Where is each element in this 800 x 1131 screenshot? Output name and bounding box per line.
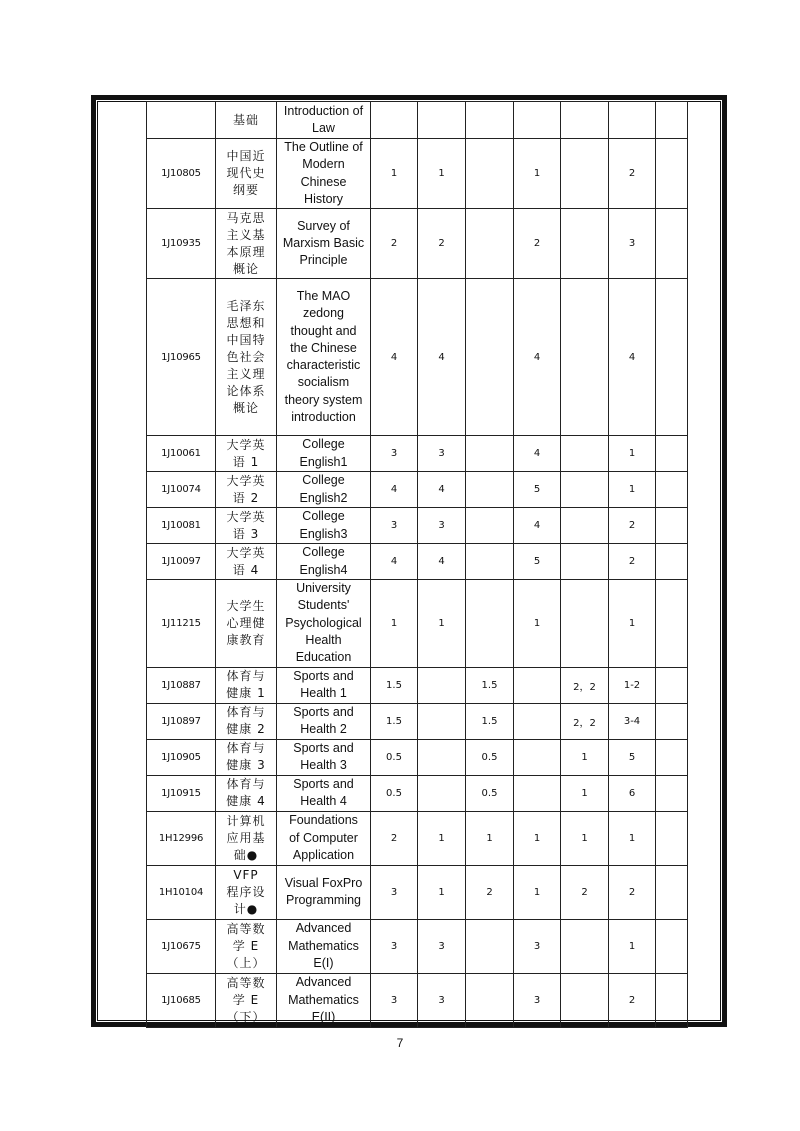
- hours-col-2-cell: 2: [418, 209, 466, 279]
- notes-cell: [656, 279, 688, 436]
- course-code-cell: 1J10061: [147, 436, 216, 472]
- table-row: [147, 544, 688, 580]
- semester-cell: 1: [609, 811, 656, 865]
- course-name-zh-cell: [216, 508, 277, 544]
- course-name-zh-text: 计算机应用基础●: [226, 813, 266, 862]
- notes-cell: [656, 580, 688, 667]
- course-name-en-cell: [277, 775, 371, 811]
- course-name-en-cell: [277, 436, 371, 472]
- course-name-en-text: Survey of Marxism Basic Principle: [282, 218, 365, 268]
- hours-col-2-cell: 1: [418, 580, 466, 667]
- course-name-en-text: Foundations of Computer Application: [289, 813, 358, 862]
- semester-cell: 2: [609, 973, 656, 1027]
- course-name-en-cell: [277, 279, 371, 436]
- hours-col-3-cell: 0.5: [466, 775, 514, 811]
- hours-col-3-cell: [466, 279, 514, 436]
- course-name-en-cell: [277, 865, 371, 919]
- course-name-zh-text: 体育与健康 4: [226, 777, 266, 809]
- hours-col-3-cell: [466, 973, 514, 1027]
- credits-cell: 3: [371, 973, 418, 1027]
- hours-col-2-cell: 4: [418, 472, 466, 508]
- hours-col-3-cell: 1.5: [466, 667, 514, 703]
- course-name-zh-cell: [216, 139, 277, 209]
- course-name-en-text: Advanced Mathematics E(I): [288, 921, 359, 970]
- course-code-cell: 1J10887: [147, 667, 216, 703]
- table-row: [147, 102, 688, 139]
- course-name-en-cell: [277, 973, 371, 1027]
- hours-col-3-cell: [466, 919, 514, 973]
- course-code-cell: [147, 102, 216, 139]
- course-name-en-cell: [277, 508, 371, 544]
- hours-col-5-cell: [561, 919, 609, 973]
- hours-col-2-cell: [418, 739, 466, 775]
- hours-col-2-cell: 3: [418, 508, 466, 544]
- notes-cell: [656, 775, 688, 811]
- hours-col-2-cell: 4: [418, 544, 466, 580]
- credits-cell: 2: [371, 811, 418, 865]
- course-code-cell: 1J10074: [147, 472, 216, 508]
- course-name-en-cell: [277, 811, 371, 865]
- course-name-en-text: Sports and Health 1: [293, 668, 354, 701]
- course-code-cell: 1J10081: [147, 508, 216, 544]
- course-code-cell: 1J10805: [147, 139, 216, 209]
- notes-cell: [656, 472, 688, 508]
- hours-col-2-cell: 1: [418, 811, 466, 865]
- course-name-zh-cell: [216, 811, 277, 865]
- course-name-zh-text: 体育与健康 1: [226, 669, 266, 701]
- course-name-zh-cell: [216, 775, 277, 811]
- hours-col-3-cell: [466, 436, 514, 472]
- table-row: [147, 919, 688, 973]
- course-name-zh-cell: [216, 279, 277, 436]
- semester-cell: 2: [609, 139, 656, 209]
- semester-cell: 1: [609, 472, 656, 508]
- table-row: [147, 667, 688, 703]
- course-name-en-text: Advanced Mathematics E(II): [288, 975, 359, 1024]
- course-name-zh-cell: [216, 667, 277, 703]
- course-name-zh-cell: [216, 580, 277, 667]
- hours-col-5-cell: [561, 544, 609, 580]
- course-code-cell: 1H10104: [147, 865, 216, 919]
- hours-col-4-cell: [514, 667, 561, 703]
- course-name-zh-text: 大学英语 3: [226, 509, 266, 541]
- course-name-zh-text: 大学英语 2: [226, 473, 266, 505]
- course-name-en-cell: [277, 209, 371, 279]
- hours-col-2-cell: 3: [418, 973, 466, 1027]
- notes-cell: [656, 508, 688, 544]
- hours-col-5-cell: 1: [561, 811, 609, 865]
- notes-cell: [656, 973, 688, 1027]
- table-row: [147, 279, 688, 436]
- notes-cell: [656, 102, 688, 139]
- hours-col-2-cell: 1: [418, 139, 466, 209]
- table-row: [147, 508, 688, 544]
- hours-col-4-cell: 2: [514, 209, 561, 279]
- hours-col-5-cell: [561, 209, 609, 279]
- hours-col-2-cell: 3: [418, 919, 466, 973]
- notes-cell: [656, 811, 688, 865]
- hours-col-5-cell: [561, 102, 609, 139]
- course-name-zh-text: 马克思主义基本原理概论: [226, 210, 266, 276]
- table-row: [147, 865, 688, 919]
- notes-cell: [656, 739, 688, 775]
- hours-col-2-cell: 1: [418, 865, 466, 919]
- credits-cell: 3: [371, 436, 418, 472]
- hours-col-2-cell: 3: [418, 436, 466, 472]
- course-code-cell: 1J10915: [147, 775, 216, 811]
- notes-cell: [656, 667, 688, 703]
- course-code-cell: 1J10935: [147, 209, 216, 279]
- course-name-en-cell: [277, 580, 371, 667]
- semester-cell: 1: [609, 580, 656, 667]
- hours-col-4-cell: [514, 739, 561, 775]
- credits-cell: 1: [371, 580, 418, 667]
- semester-cell: [609, 102, 656, 139]
- semester-cell: 1-2: [609, 667, 656, 703]
- course-name-zh-text: 体育与健康 2: [226, 705, 266, 737]
- course-name-zh-cell: [216, 544, 277, 580]
- semester-cell: 3: [609, 209, 656, 279]
- notes-cell: [656, 209, 688, 279]
- notes-cell: [656, 703, 688, 739]
- credits-cell: 1.5: [371, 703, 418, 739]
- hours-col-2-cell: [418, 775, 466, 811]
- course-name-en-text: Visual FoxPro Programming: [284, 875, 363, 908]
- hours-col-4-cell: 4: [514, 279, 561, 436]
- credits-cell: 3: [371, 508, 418, 544]
- course-name-en-text: Sports and Health 2: [293, 704, 354, 737]
- course-name-en-cell: [277, 102, 371, 139]
- hours-col-5-cell: [561, 139, 609, 209]
- semester-cell: 4: [609, 279, 656, 436]
- hours-col-4-cell: 3: [514, 973, 561, 1027]
- table-row: [147, 775, 688, 811]
- credits-cell: 3: [371, 919, 418, 973]
- course-name-en-text: College English4: [299, 545, 348, 577]
- course-name-en-cell: [277, 544, 371, 580]
- course-name-en-cell: [277, 919, 371, 973]
- course-name-zh-cell: [216, 436, 277, 472]
- credits-cell: 4: [371, 544, 418, 580]
- course-name-zh-cell: [216, 739, 277, 775]
- hours-col-3-cell: 1: [466, 811, 514, 865]
- course-code-cell: 1H12996: [147, 811, 216, 865]
- course-name-en-cell: [277, 139, 371, 209]
- course-name-zh-cell: [216, 472, 277, 508]
- course-code-cell: 1J10685: [147, 973, 216, 1027]
- semester-cell: 2: [609, 544, 656, 580]
- table-row: [147, 209, 688, 279]
- hours-col-5-cell: 2: [561, 865, 609, 919]
- course-name-en-cell: [277, 472, 371, 508]
- hours-col-2-cell: 4: [418, 279, 466, 436]
- credits-cell: [371, 102, 418, 139]
- semester-cell: 1: [609, 436, 656, 472]
- semester-cell: 3-4: [609, 703, 656, 739]
- hours-col-2-cell: [418, 703, 466, 739]
- notes-cell: [656, 865, 688, 919]
- credits-cell: 4: [371, 279, 418, 436]
- course-name-zh-text: 大学英语 4: [226, 545, 266, 577]
- course-name-zh-cell: [216, 209, 277, 279]
- hours-col-4-cell: 4: [514, 508, 561, 544]
- hours-col-4-cell: [514, 775, 561, 811]
- hours-col-3-cell: [466, 102, 514, 139]
- notes-cell: [656, 919, 688, 973]
- course-name-en-text: College English3: [299, 509, 348, 541]
- semester-cell: 6: [609, 775, 656, 811]
- table-row: [147, 139, 688, 209]
- hours-col-4-cell: [514, 703, 561, 739]
- course-code-cell: 1J10897: [147, 703, 216, 739]
- course-name-en-text: College English2: [299, 473, 348, 505]
- table-row: [147, 703, 688, 739]
- notes-cell: [656, 436, 688, 472]
- notes-cell: [656, 139, 688, 209]
- hours-col-4-cell: 1: [514, 139, 561, 209]
- course-table-body: [147, 102, 688, 1028]
- course-name-en-text: Sports and Health 4: [293, 776, 354, 809]
- hours-col-3-cell: [466, 139, 514, 209]
- hours-col-5-cell: 1: [561, 775, 609, 811]
- course-name-zh-cell: [216, 102, 277, 139]
- hours-col-4-cell: 4: [514, 436, 561, 472]
- hours-col-4-cell: 1: [514, 811, 561, 865]
- hours-col-4-cell: 1: [514, 580, 561, 667]
- table-row: [147, 472, 688, 508]
- course-name-zh-cell: [216, 973, 277, 1027]
- course-code-cell: 1J11215: [147, 580, 216, 667]
- page-number: 7: [396, 1036, 404, 1050]
- table-row: [147, 973, 688, 1027]
- hours-col-5-cell: 2，2: [561, 703, 609, 739]
- hours-col-5-cell: [561, 580, 609, 667]
- hours-col-4-cell: 5: [514, 544, 561, 580]
- semester-cell: 5: [609, 739, 656, 775]
- table-row: [147, 811, 688, 865]
- semester-cell: 2: [609, 865, 656, 919]
- hours-col-3-cell: [466, 508, 514, 544]
- course-name-en-text: College English1: [299, 437, 348, 469]
- hours-col-5-cell: [561, 436, 609, 472]
- course-name-zh-cell: [216, 919, 277, 973]
- hours-col-5-cell: [561, 973, 609, 1027]
- course-code-cell: 1J10965: [147, 279, 216, 436]
- hours-col-3-cell: [466, 472, 514, 508]
- course-table: [146, 101, 688, 1028]
- hours-col-5-cell: [561, 279, 609, 436]
- hours-col-4-cell: [514, 102, 561, 139]
- hours-col-4-cell: 5: [514, 472, 561, 508]
- semester-cell: 2: [609, 508, 656, 544]
- hours-col-5-cell: 2，2: [561, 667, 609, 703]
- course-name-en-text: Introduction of Law: [283, 103, 364, 135]
- credits-cell: 1.5: [371, 667, 418, 703]
- course-name-zh-text: 大学生心理健康教育: [226, 598, 266, 647]
- course-name-zh-text: 基础: [232, 112, 259, 127]
- notes-cell: [656, 544, 688, 580]
- credits-cell: 3: [371, 865, 418, 919]
- hours-col-3-cell: 1.5: [466, 703, 514, 739]
- course-name-zh-text: 高等数学 E（上）: [226, 921, 266, 970]
- course-name-en-cell: [277, 703, 371, 739]
- table-row: [147, 580, 688, 667]
- course-code-cell: 1J10905: [147, 739, 216, 775]
- hours-col-2-cell: [418, 667, 466, 703]
- semester-cell: 1: [609, 919, 656, 973]
- hours-col-2-cell: [418, 102, 466, 139]
- course-code-cell: 1J10675: [147, 919, 216, 973]
- course-name-zh-cell: [216, 703, 277, 739]
- course-name-en-cell: [277, 667, 371, 703]
- hours-col-5-cell: [561, 508, 609, 544]
- credits-cell: 2: [371, 209, 418, 279]
- course-code-cell: 1J10097: [147, 544, 216, 580]
- hours-col-3-cell: [466, 209, 514, 279]
- hours-col-5-cell: [561, 472, 609, 508]
- hours-col-4-cell: 3: [514, 919, 561, 973]
- table-row: [147, 436, 688, 472]
- credits-cell: 4: [371, 472, 418, 508]
- course-name-zh-text: 毛泽东思想和中国特色社会主义理论体系概论: [226, 298, 266, 415]
- course-name-zh-cell: [216, 865, 277, 919]
- hours-col-5-cell: 1: [561, 739, 609, 775]
- course-name-en-text: The Outline of Modern Chinese History: [284, 140, 363, 206]
- course-name-en-cell: [277, 739, 371, 775]
- credits-cell: 0.5: [371, 739, 418, 775]
- course-name-zh-text: 体育与健康 3: [226, 741, 266, 773]
- course-name-en-text: Sports and Health 3: [293, 740, 354, 773]
- credits-cell: 0.5: [371, 775, 418, 811]
- hours-col-3-cell: [466, 580, 514, 667]
- hours-col-4-cell: 1: [514, 865, 561, 919]
- course-name-en-text: The MAO zedong thought and the Chinese characteristic socialism theory system introduction: [284, 289, 363, 425]
- credits-cell: 1: [371, 139, 418, 209]
- table-row: [147, 739, 688, 775]
- course-name-en-text: University Students' Psychological Health Education: [285, 581, 362, 665]
- course-name-zh-text: VFP 程序设计●: [226, 867, 266, 916]
- hours-col-3-cell: 0.5: [466, 739, 514, 775]
- hours-col-3-cell: 2: [466, 865, 514, 919]
- course-name-zh-text: 中国近现代史纲要: [226, 149, 266, 198]
- course-name-zh-text: 高等数学 E（下）: [226, 975, 266, 1024]
- course-name-zh-text: 大学英语 1: [226, 437, 266, 469]
- hours-col-3-cell: [466, 544, 514, 580]
